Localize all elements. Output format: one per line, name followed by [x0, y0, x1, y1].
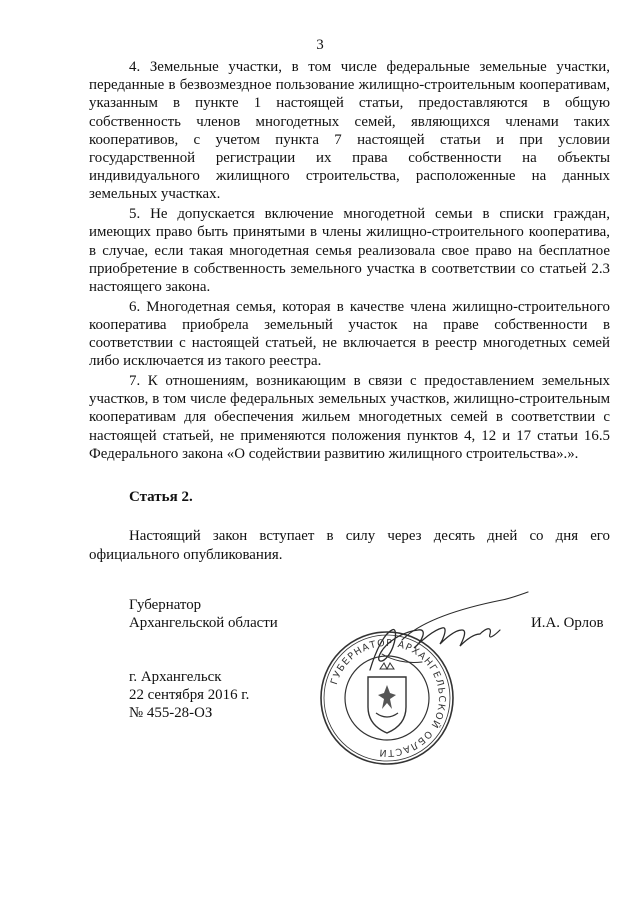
law-number: № 455-28-ОЗ — [129, 705, 213, 721]
paragraph-5: 5. Не допускается включение многодетной семьи в списки граждан, имеющих право быть принятыми в члены жилищно-строительного кооператива, в случае, если такая многодетная семья реализовала свое право на бесплатное приобретение в собственность земельного участка в соответствии со статьей 2.3 настоящего закона. — [89, 206, 610, 295]
signatory-name: И.А. Орлов — [531, 615, 604, 631]
signatory-title: Губернатор — [129, 597, 202, 613]
page-number: 3 — [316, 37, 324, 53]
place-of-signing: г. Архангельск — [129, 669, 222, 685]
signatory-region: Архангельской области — [129, 615, 278, 631]
paragraph-7: 7. К отношениям, возникающим в связи с предоставлением земельных участков, в том числе федеральных земельных участков, жилищно-строительным кооперативам для обеспечения жильем многодетных семей в соответствии с настоящей статьей, не применяются положения пунктов 4, 12 и 17 статьи 16.5 Федерального закона «О содействии развитию жилищного строительства».». — [89, 372, 610, 462]
article-2-text: Настоящий закон вступает в силу через десять дней со дня его официального опубликования. — [89, 528, 610, 563]
paragraph-4: 4. Земельные участки, в том числе федеральные земельные участки, переданные в безвозмездное пользование жилищно-строительным кооперативам, указанным в пункте 1 настоящей статьи, предоставляются в общую собственность членов многодетных семей, являющихся членами таких кооперативов, с учетом пункта 7 настоящей статьи и при условии государственной регистрации их права собственности на объекты индивидуального жилищного строительства, расположенные на данных земельных участках. — [89, 59, 610, 203]
law-body — [89, 58, 610, 464]
article-2-heading: Статья 2. — [129, 489, 193, 505]
seal-ring-text: ГУБЕРНАТОР АРХАНГЕЛЬСКОЙ ОБЛАСТИ — [328, 637, 448, 759]
paragraph-6: 6. Многодетная семья, которая в качестве члена жилищно-строительного кооператива приобрела земельный участок на праве собственности в соответствии с настоящей статьей, не включается в реестр многодетных семей либо исключается из такого реестра. — [89, 298, 610, 370]
signing-date: 22 сентября 2016 г. — [129, 687, 250, 703]
handwritten-signature-icon — [362, 590, 532, 682]
